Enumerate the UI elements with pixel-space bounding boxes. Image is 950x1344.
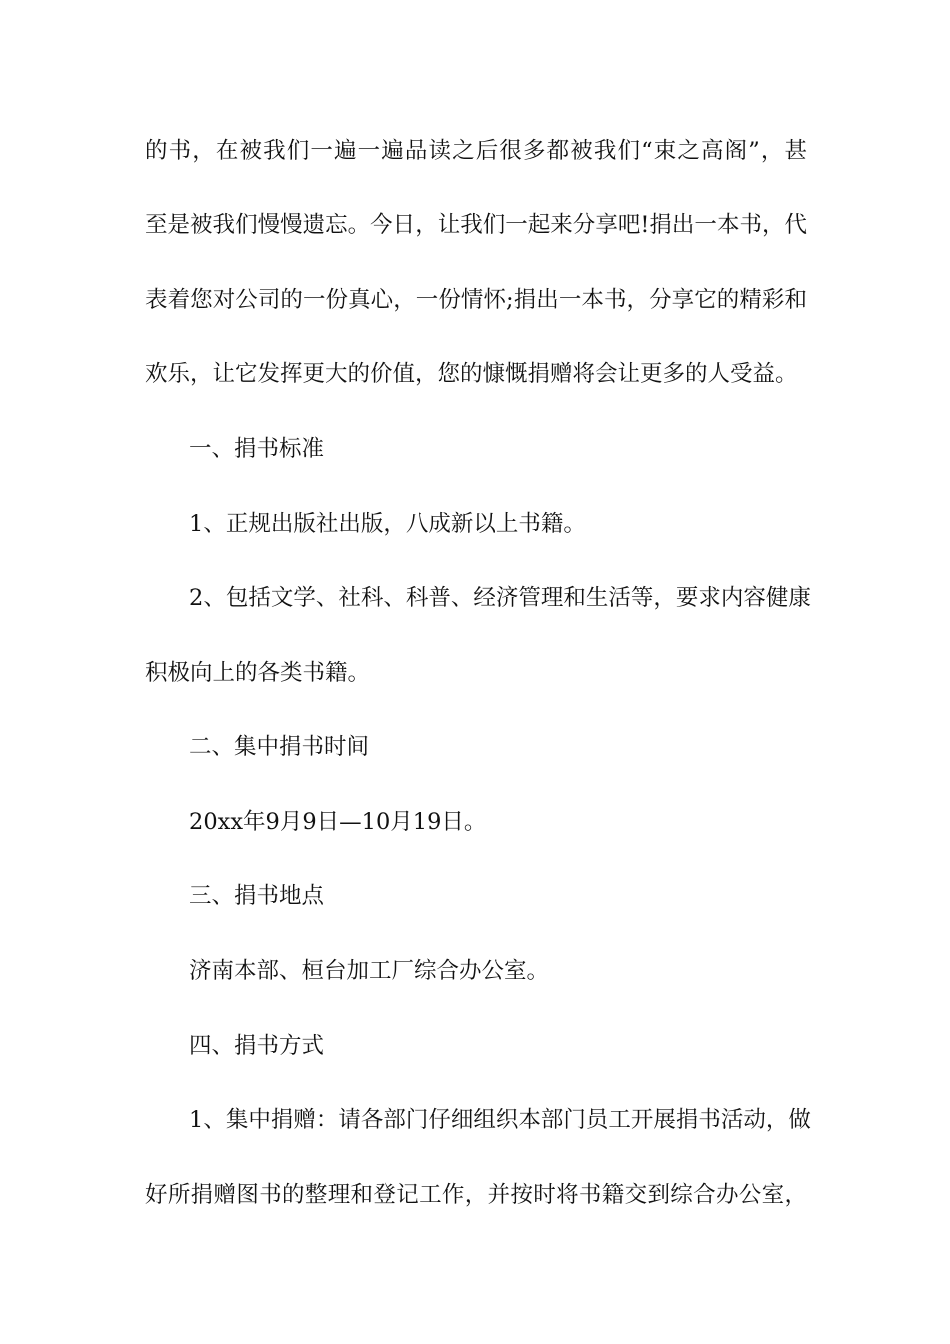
section-heading: 一、捐书标准 xyxy=(189,436,325,462)
paragraph-line: 表着您对公司的一份真心，一份情怀;捐出一本书，分享它的精彩和 xyxy=(145,287,807,313)
paragraph-line: 欢乐，让它发挥更大的价值，您的慷慨捐赠将会让更多的人受益。 xyxy=(145,361,798,387)
paragraph-line: 至是被我们慢慢遗忘。今日，让我们一起来分享吧!捐出一本书，代 xyxy=(145,212,807,238)
paragraph-line: 积极向上的各类书籍。 xyxy=(145,660,371,686)
location-text: 济南本部、桓台加工厂综合办公室。 xyxy=(189,958,550,984)
section-heading: 四、捐书方式 xyxy=(189,1033,325,1059)
paragraph-line: 好所捐赠图书的整理和登记工作，并按时将书籍交到综合办公室， xyxy=(145,1182,807,1208)
list-item: 1、正规出版社出版，八成新以上书籍。 xyxy=(189,511,586,537)
section-heading: 二、集中捐书时间 xyxy=(189,734,370,760)
list-item: 1、集中捐赠：请各部门仔细组织本部门员工开展捐书活动，做 xyxy=(189,1107,811,1133)
list-item: 2、包括文学、社科、科普、经济管理和生活等，要求内容健康 xyxy=(189,585,811,611)
date-range: 20xx年9月9日—10月19日。 xyxy=(189,809,487,835)
section-heading: 三、捐书地点 xyxy=(189,883,325,909)
paragraph-line: 的书，在被我们一遍一遍品读之后很多都被我们“束之高阁”，甚 xyxy=(145,138,807,164)
